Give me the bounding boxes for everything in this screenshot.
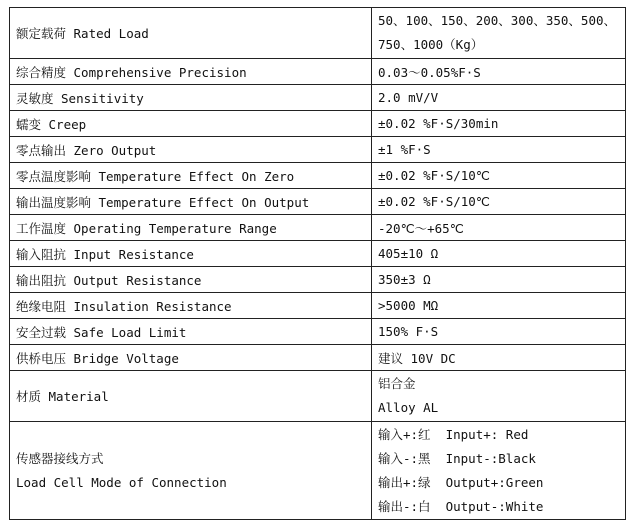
spec-table xyxy=(9,7,626,520)
table-row xyxy=(10,371,626,422)
table-row xyxy=(10,59,626,85)
table-row xyxy=(10,8,626,59)
value-cell: -20℃～+65℃ xyxy=(372,215,626,241)
value-cell: 0.03～0.05%F·S xyxy=(372,59,626,85)
param-cell: 材质 Material xyxy=(10,371,372,422)
table-row xyxy=(10,422,626,520)
param-line: Load Cell Mode of Connection xyxy=(16,474,227,490)
table-row xyxy=(10,215,626,241)
value-cell: ±0.02 %F·S/10℃ xyxy=(372,189,626,215)
value-cell xyxy=(372,8,626,59)
value-line: 750、1000（Kg） xyxy=(378,37,484,52)
value-line: 输出-:白 Output-:White xyxy=(378,498,544,514)
param-cell: 绝缘电阻 Insulation Resistance xyxy=(10,293,372,319)
table-row xyxy=(10,163,626,189)
table-row xyxy=(10,241,626,267)
param-cell: 工作温度 Operating Temperature Range xyxy=(10,215,372,241)
param-cell: 额定载荷 Rated Load xyxy=(10,8,372,59)
value-line: 50、100、150、200、300、350、500、 xyxy=(378,13,617,28)
value-cell xyxy=(372,371,626,422)
param-cell: 综合精度 Comprehensive Precision xyxy=(10,59,372,85)
value-cell xyxy=(372,422,626,520)
param-cell: 输入阻抗 Input Resistance xyxy=(10,241,372,267)
table-row xyxy=(10,293,626,319)
value-cell: ±1 %F·S xyxy=(372,137,626,163)
value-line: 铝合金 xyxy=(378,376,416,391)
value-cell: 150% F·S xyxy=(372,319,626,345)
value-cell: 2.0 mV/V xyxy=(372,85,626,111)
value-line: 输入-:黑 Input-:Black xyxy=(378,450,536,466)
value-cell: ±0.02 %F·S/10℃ xyxy=(372,163,626,189)
value-cell: >5000 MΩ xyxy=(372,293,626,319)
table-row xyxy=(10,137,626,163)
table-row xyxy=(10,85,626,111)
value-line: 输出+:绿 Output+:Green xyxy=(378,474,544,490)
table-row xyxy=(10,319,626,345)
value-line: 输入+:红 Input+: Red xyxy=(378,426,529,442)
param-cell: 输出温度影响 Temperature Effect On Output xyxy=(10,189,372,215)
param-cell: 蠕变 Creep xyxy=(10,111,372,137)
table-row xyxy=(10,267,626,293)
param-cell: 灵敏度 Sensitivity xyxy=(10,85,372,111)
param-cell: 零点温度影响 Temperature Effect On Zero xyxy=(10,163,372,189)
value-cell: 350±3 Ω xyxy=(372,267,626,293)
param-cell: 安全过载 Safe Load Limit xyxy=(10,319,372,345)
table-row xyxy=(10,345,626,371)
value-line: Alloy AL xyxy=(378,400,439,415)
table-row xyxy=(10,111,626,137)
param-line: 传感器接线方式 xyxy=(16,450,104,466)
param-cell xyxy=(10,422,372,520)
value-cell: ±0.02 %F·S/30min xyxy=(372,111,626,137)
param-cell: 输出阻抗 Output Resistance xyxy=(10,267,372,293)
value-cell: 建议 10V DC xyxy=(372,345,626,371)
param-cell: 零点输出 Zero Output xyxy=(10,137,372,163)
table-row xyxy=(10,189,626,215)
value-cell: 405±10 Ω xyxy=(372,241,626,267)
param-cell: 供桥电压 Bridge Voltage xyxy=(10,345,372,371)
